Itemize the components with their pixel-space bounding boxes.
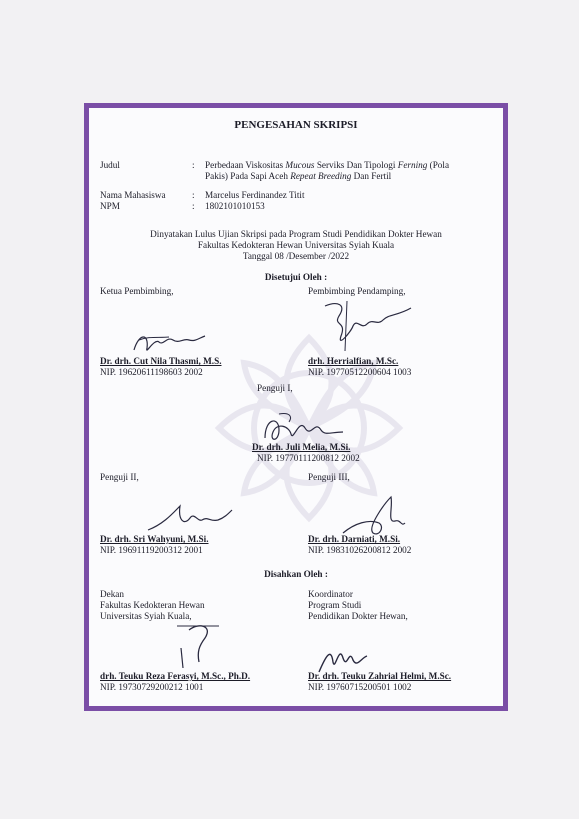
- penguji-2-signature: [144, 500, 234, 536]
- judul-line-1: Perbedaan Viskositas Mucous Serviks Dan Tipologi Ferning (Pola: [205, 160, 450, 170]
- pendamping-nip: NIP. 19770512200604 1003: [308, 367, 412, 377]
- dekan-line-2: Fakultas Kedokteran Hewan: [100, 600, 205, 610]
- ketua-signature: [129, 328, 209, 358]
- koordinator-line-1: Koordinator: [308, 589, 353, 599]
- ketua-nip: NIP. 19620611198603 2002: [100, 367, 203, 377]
- koordinator-line-3: Pendidikan Dokter Hewan,: [308, 611, 408, 621]
- nama-colon: :: [192, 190, 195, 200]
- penguji-2-nip: NIP. 19691119200312 2001: [100, 545, 203, 555]
- koordinator-name: Dr. drh. Teuku Zahrial Helmi, M.Sc.: [308, 671, 452, 681]
- ketua-name: Dr. drh. Cut Nila Thasmi, M.S.: [100, 356, 222, 366]
- penguji-2-name: Dr. drh. Sri Wahyuni, M.Si.: [100, 534, 209, 544]
- penguji-3-nip: NIP. 19831026200812 2002: [308, 545, 412, 555]
- page-title: PENGESAHAN SKRIPSI: [234, 119, 358, 131]
- dekan-line-3: Universitas Syiah Kuala,: [100, 611, 192, 621]
- dekan-name: drh. Teuku Reza Ferasyi, M.Sc., Ph.D.: [100, 671, 251, 681]
- pembimbing-pendamping-label: Pembimbing Pendamping,: [308, 286, 406, 296]
- judul-line-2: Pakis) Pada Sapi Aceh Repeat Breeding Dan Fertil: [205, 171, 392, 181]
- penguji-3-label: Penguji III,: [308, 472, 350, 482]
- koordinator-line-2: Program Studi: [308, 600, 362, 610]
- pendamping-signature: [317, 296, 417, 356]
- dekan-line-1: Dekan: [100, 589, 124, 599]
- penguji-1-nip: NIP. 19770111200812 2002: [257, 453, 360, 463]
- koordinator-nip: NIP. 19760715200501 1002: [308, 682, 412, 692]
- pendamping-name: drh. Herrialfian, M.Sc.: [308, 356, 399, 366]
- penguji-3-name: Dr. drh. Darniati, M.Si.: [308, 534, 401, 544]
- nama-label: Nama Mahasiswa: [100, 190, 166, 200]
- judul-colon: :: [192, 160, 195, 170]
- npm-label: NPM: [100, 201, 120, 211]
- penguji-2-label: Penguji II,: [100, 472, 139, 482]
- ketua-pembimbing-label: Ketua Pembimbing,: [100, 286, 174, 296]
- ratified-by-heading: Disahkan Oleh :: [264, 569, 328, 579]
- npm-colon: :: [192, 201, 195, 211]
- npm-value: 1802101010153: [205, 201, 265, 211]
- approval-page: [84, 103, 508, 711]
- nama-value: Marcelus Ferdinandez Titit: [205, 190, 305, 200]
- dekan-signature: [169, 618, 229, 673]
- penguji-1-label: Penguji I,: [257, 383, 293, 393]
- approved-by-heading: Disetujui Oleh :: [264, 272, 328, 282]
- judul-label: Judul: [100, 160, 120, 170]
- statement-line-2: Fakultas Kedokteran Hewan Universitas Syiah Kuala: [197, 240, 395, 250]
- dekan-nip: NIP. 19730729200212 1001: [100, 682, 204, 692]
- penguji-1-name: Dr. drh. Juli Melia, M.Si.: [252, 442, 351, 452]
- statement-line-1: Dinyatakan Lulus Ujian Skripsi pada Program Studi Pendidikan Dokter Hewan: [150, 229, 442, 239]
- statement-line-3: Tanggal 08 /Desember /2022: [242, 251, 350, 261]
